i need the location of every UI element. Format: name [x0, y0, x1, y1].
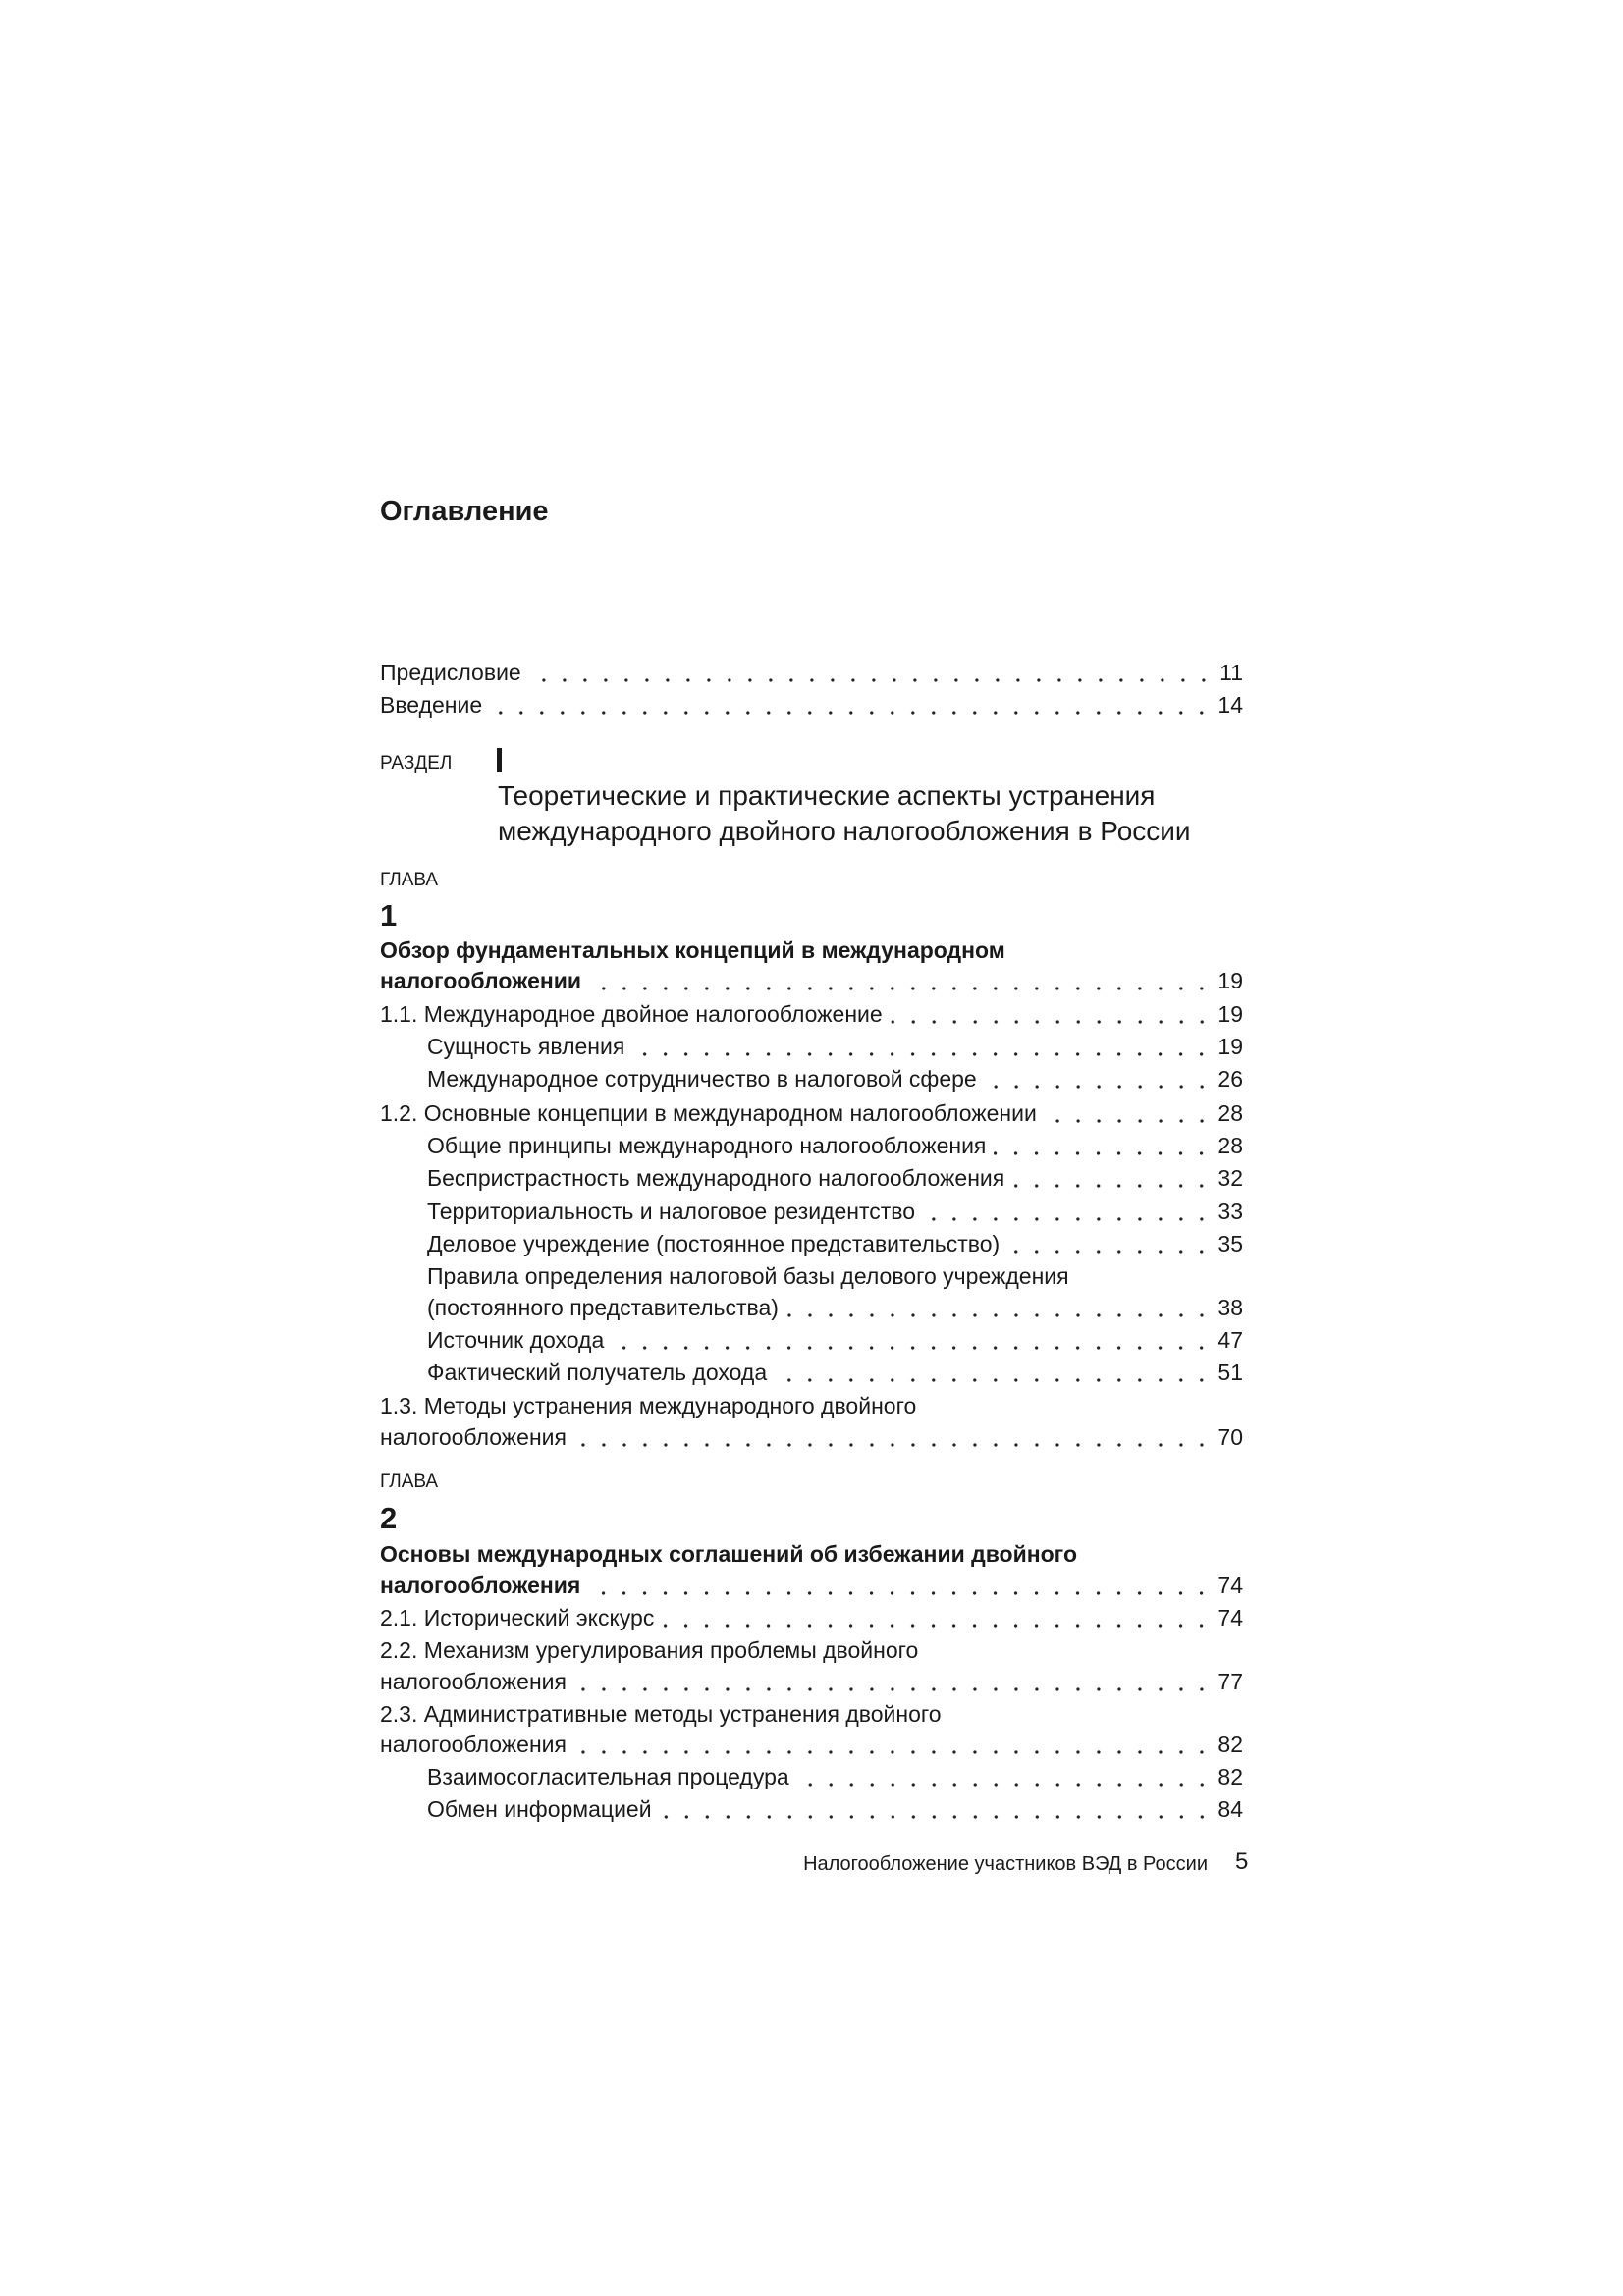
section-title-line: международного двойного налогообложения в России — [498, 816, 1191, 846]
entry-page: 28 — [1217, 1133, 1243, 1158]
dot-leader — [797, 1762, 1213, 1791]
toc-entry[interactable] — [427, 1163, 1243, 1193]
entry-label: Фактический получатель дохода — [427, 1360, 768, 1385]
entry-label: 2.1. Исторический экскурс — [380, 1605, 655, 1630]
entry-label: налогообложения — [380, 1732, 567, 1757]
toc-entry[interactable] — [427, 1229, 1243, 1258]
entry-page: 74 — [1217, 1605, 1243, 1630]
toc-entry[interactable] — [427, 1794, 1243, 1824]
toc-entry[interactable] — [380, 1098, 1243, 1128]
dot-leader — [632, 1032, 1212, 1061]
section-title-line: Теоретические и практические аспекты устранения — [498, 780, 1156, 811]
toc-entry[interactable] — [427, 1762, 1243, 1791]
entry-label: 1.3. Методы устранения международного двойного — [380, 1393, 917, 1418]
section-number-glyph — [497, 748, 502, 772]
entry-page: 19 — [1217, 968, 1243, 993]
entry-page: 70 — [1217, 1424, 1243, 1450]
entry-label: Источник дохода — [427, 1327, 605, 1353]
dot-leader — [1012, 1163, 1212, 1193]
entry-page: 19 — [1217, 1001, 1243, 1027]
chapter-number: 1 — [380, 898, 398, 933]
dot-leader — [891, 999, 1213, 1029]
entry-label: 1.1. Международное двойное налогообложение — [380, 1001, 883, 1027]
entry-label: (постоянного представительства) — [427, 1295, 779, 1320]
toc-entry[interactable] — [427, 1064, 1243, 1094]
dot-leader — [985, 1064, 1213, 1094]
dot-leader — [574, 1730, 1212, 1759]
dot-leader — [1007, 1229, 1212, 1258]
entry-label: Обмен информацией — [427, 1796, 652, 1822]
dot-leader — [662, 1603, 1212, 1632]
dot-leader — [589, 966, 1212, 995]
entry-page: 11 — [1219, 660, 1243, 685]
entry-label: Введение — [380, 692, 483, 718]
entry-page: 47 — [1217, 1327, 1243, 1353]
entry-page: 77 — [1217, 1669, 1243, 1694]
page-number: 5 — [1235, 1848, 1249, 1875]
toc-entry[interactable] — [380, 999, 1243, 1029]
entry-page: 28 — [1217, 1100, 1243, 1126]
toc-entry[interactable] — [380, 1603, 1243, 1632]
chapter-label: ГЛАВА — [380, 1471, 439, 1492]
dot-leader — [660, 1794, 1213, 1824]
dot-leader — [1045, 1098, 1213, 1128]
toc-entry[interactable] — [380, 1667, 1243, 1696]
entry-page: 14 — [1217, 692, 1243, 718]
entry-label: 2.3. Административные методы устранения двойного — [380, 1701, 942, 1727]
dot-leader — [775, 1358, 1212, 1387]
chapter-number: 2 — [380, 1501, 398, 1535]
entry-page: 32 — [1217, 1165, 1243, 1191]
entry-page: 33 — [1217, 1199, 1243, 1224]
toc-entry[interactable] — [427, 1032, 1243, 1061]
entry-page: 38 — [1217, 1295, 1243, 1320]
toc-entry[interactable] — [380, 966, 1243, 995]
entry-label: Деловое учреждение (постоянное представительство) — [427, 1231, 1001, 1256]
entry-label: 1.2. Основные концепции в международном налогообложении — [380, 1100, 1037, 1126]
entry-page: 82 — [1217, 1732, 1243, 1757]
dot-leader — [588, 1571, 1212, 1600]
chapter-label: ГЛАВА — [380, 870, 439, 890]
dot-leader — [612, 1325, 1212, 1355]
dot-leader — [529, 658, 1214, 687]
entry-label: налогообложения — [380, 1669, 567, 1694]
entry-page: 19 — [1217, 1034, 1243, 1059]
entry-label: Сущность явления — [427, 1034, 625, 1059]
entry-page: 51 — [1217, 1360, 1243, 1385]
entry-label: налогообложения — [380, 1424, 567, 1450]
toc-entry[interactable] — [380, 658, 1243, 687]
chapter-title-line: Обзор фундаментальных концепций в международном — [380, 937, 1005, 963]
toc-entry[interactable] — [427, 1197, 1243, 1226]
entry-label: налогообложения — [380, 1573, 581, 1598]
entry-page: 35 — [1217, 1231, 1243, 1256]
dot-leader — [994, 1131, 1212, 1160]
entry-page: 82 — [1217, 1764, 1243, 1789]
section-label: РАЗДЕЛ — [380, 753, 453, 774]
dot-leader — [574, 1667, 1212, 1696]
entry-label: Общие принципы международного налогообложения — [427, 1133, 987, 1158]
chapter-title-line: Основы международных соглашений об избежании двойного — [380, 1541, 1078, 1567]
dot-leader — [574, 1422, 1212, 1452]
toc-entry[interactable] — [427, 1325, 1243, 1355]
toc-entry[interactable] — [380, 1571, 1243, 1600]
dot-leader — [490, 690, 1212, 720]
entry-label: налогообложении — [380, 968, 582, 993]
entry-label: Беспристрастность международного налогообложения — [427, 1165, 1005, 1191]
dot-leader — [786, 1293, 1212, 1322]
entry-page: 26 — [1217, 1066, 1243, 1092]
entry-page: 84 — [1217, 1796, 1243, 1822]
entry-label: Правила определения налоговой базы делового учреждения — [427, 1263, 1069, 1289]
running-footer: Налогообложение участников ВЭД в России — [803, 1853, 1208, 1875]
entry-label: Взаимосогласительная процедура — [427, 1764, 789, 1789]
toc-entry[interactable] — [427, 1293, 1243, 1322]
dot-leader — [923, 1197, 1212, 1226]
entry-label: 2.2. Механизм урегулирования проблемы двойного — [380, 1637, 919, 1663]
toc-entry[interactable] — [380, 1422, 1243, 1452]
entry-label: Международное сотрудничество в налоговой сфере — [427, 1066, 977, 1092]
toc-entry[interactable] — [380, 1730, 1243, 1759]
entry-page: 74 — [1217, 1573, 1243, 1598]
entry-label: Предисловие — [380, 660, 521, 685]
toc-entry[interactable] — [380, 690, 1243, 720]
entry-label: Территориальность и налоговое резидентство — [427, 1199, 916, 1224]
toc-entry[interactable] — [427, 1358, 1243, 1387]
toc-title: Оглавление — [380, 496, 549, 527]
toc-entry[interactable] — [427, 1131, 1243, 1160]
